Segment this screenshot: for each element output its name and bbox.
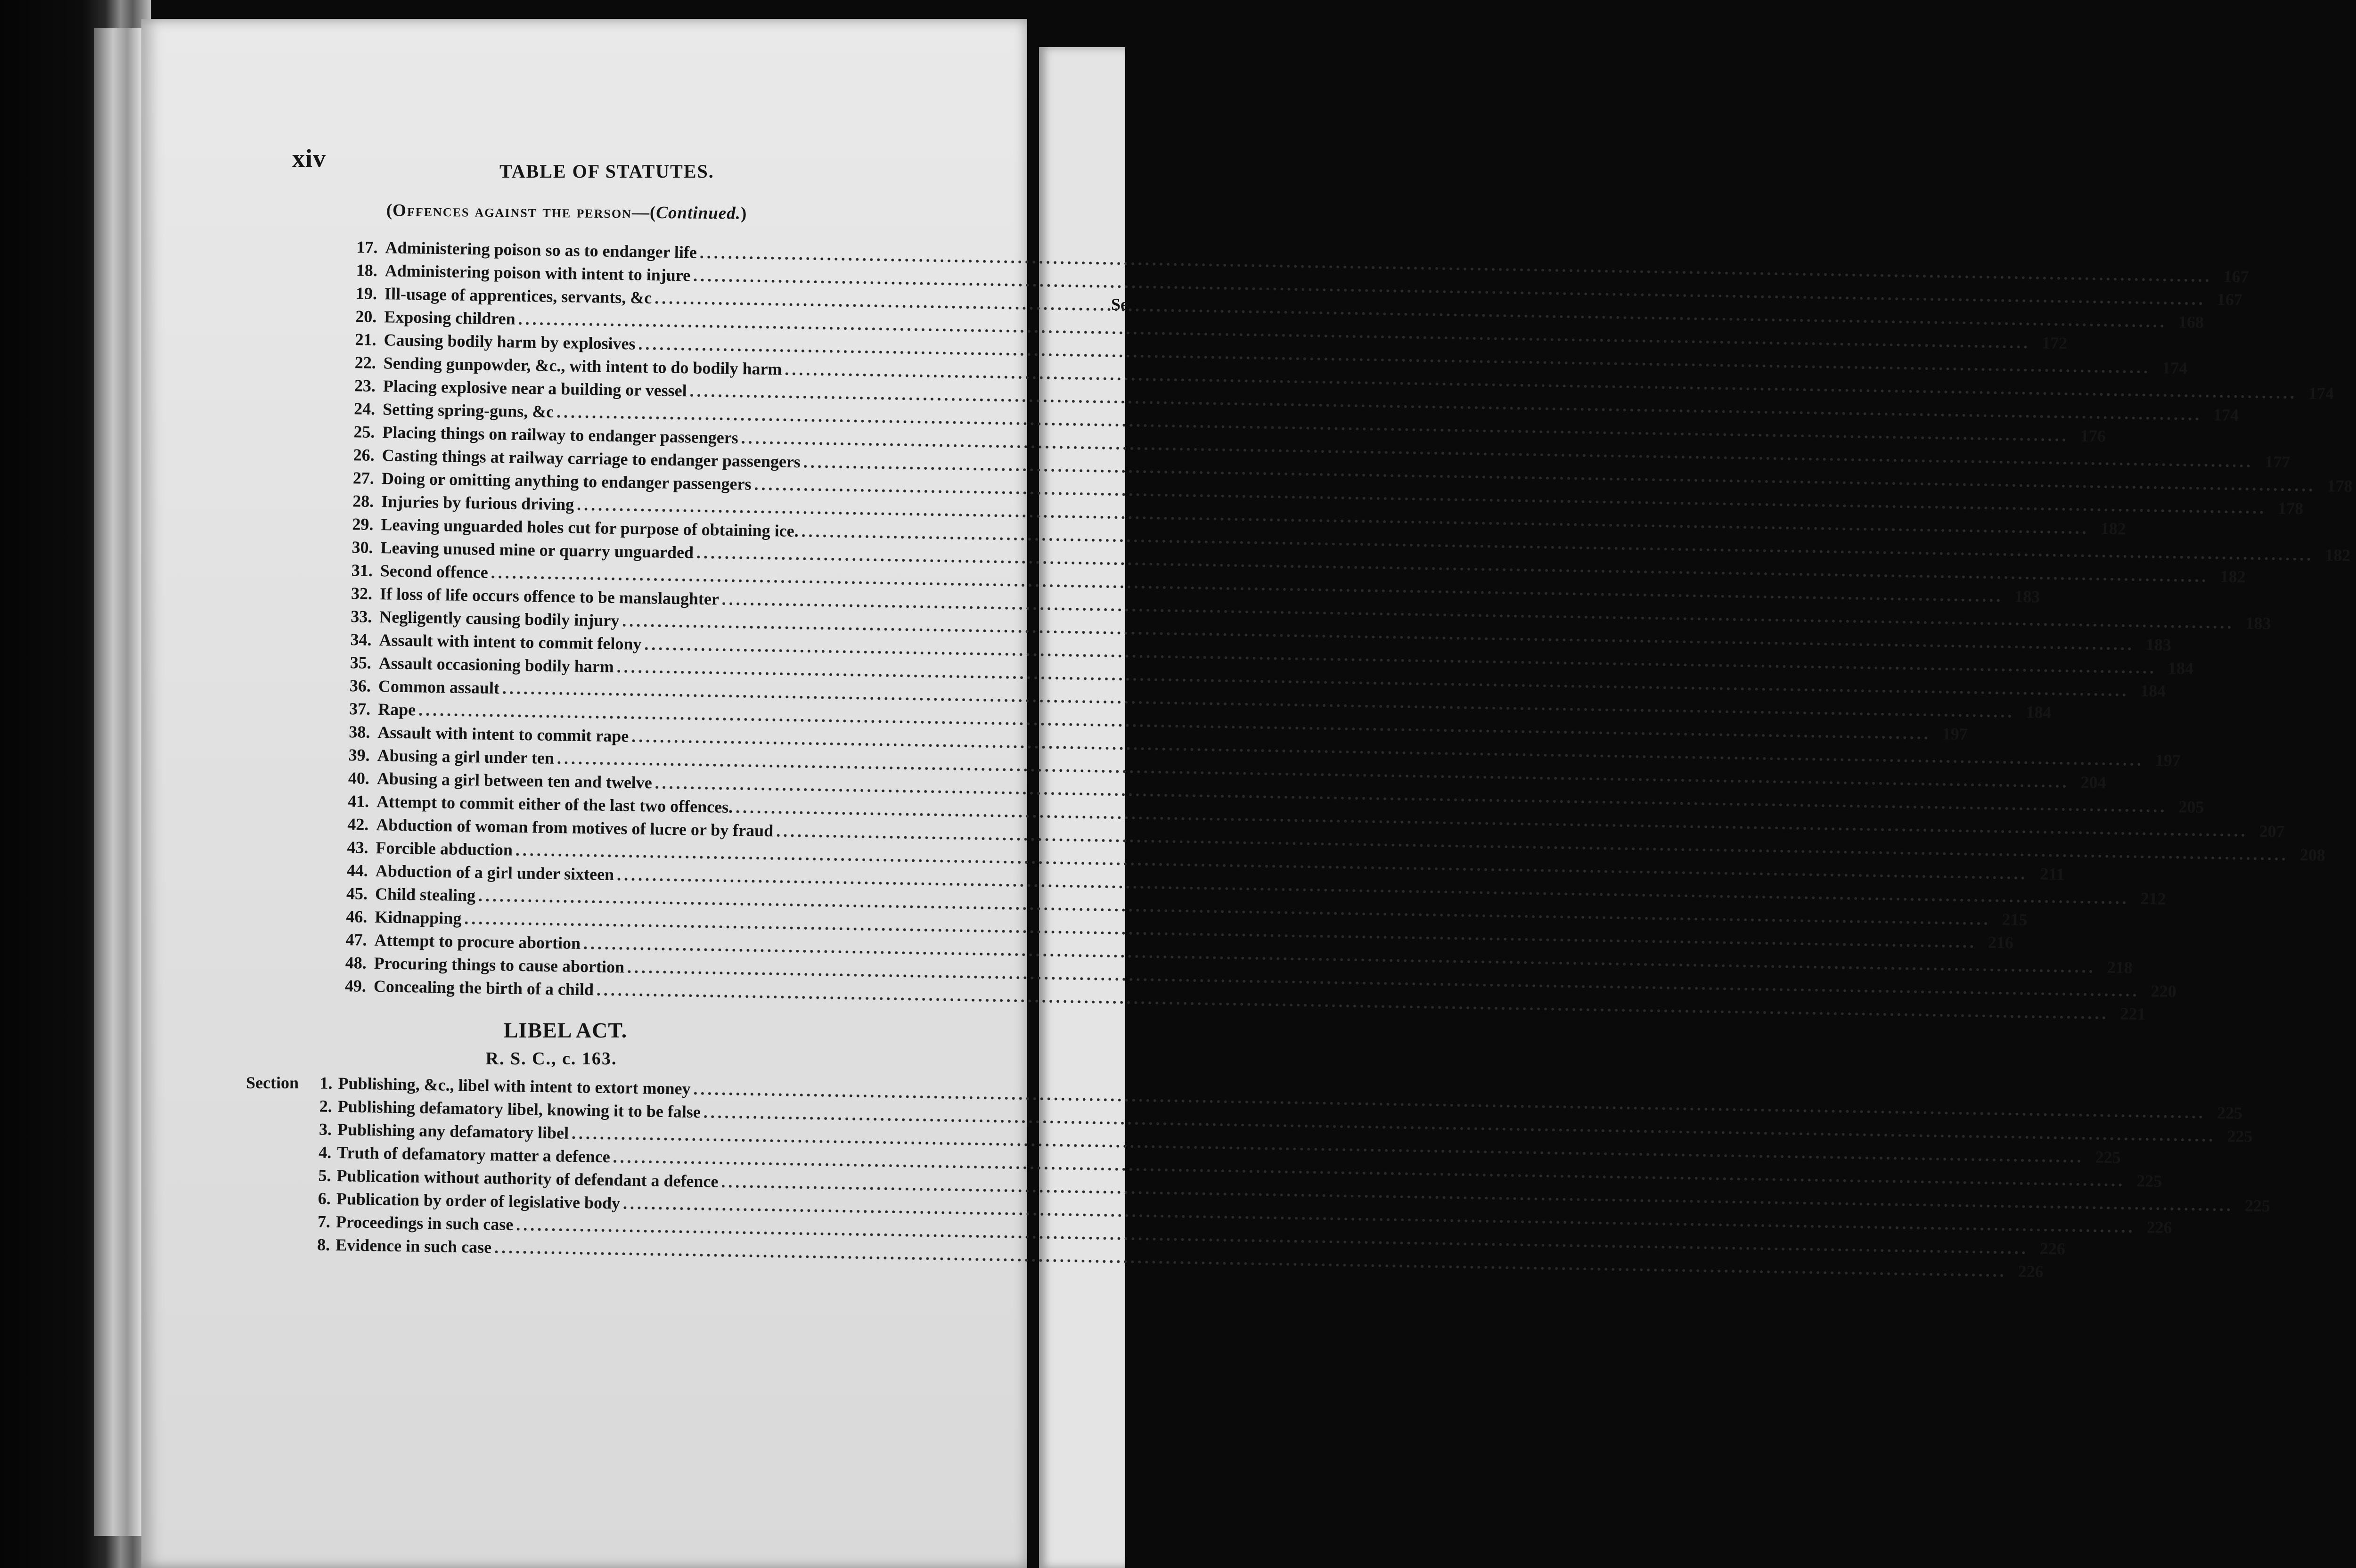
entry-number: 33. — [350, 607, 372, 626]
entry-page-number: 184 — [2168, 658, 2194, 678]
entry-number: 5. — [318, 1166, 331, 1185]
entry-number: 32. — [351, 584, 373, 603]
entry-page-number: 172 — [2041, 333, 2068, 353]
entry-title: Concealing the birth of a child — [373, 977, 594, 999]
entry-title: Negligently causing bodily injury — [379, 607, 620, 630]
entry-page-number: 225 — [2095, 1147, 2121, 1167]
entry-number: 7. — [317, 1212, 331, 1231]
entry-title: Assault occasioning bodily harm — [378, 653, 614, 676]
entry-number: 49. — [344, 976, 367, 996]
entry-number: 42. — [347, 815, 369, 834]
page-number: xiv — [292, 144, 327, 172]
entry-page-number: 226 — [2018, 1262, 2044, 1281]
subheading-smallcaps: Offences against the person — [392, 201, 632, 222]
entry-title: Placing things on railway to endanger passengers — [382, 423, 739, 448]
section-prefix: Section — [246, 1073, 299, 1092]
entry-number: 31. — [351, 561, 373, 580]
entry-number: 43. — [347, 838, 368, 857]
entry-page-number: 184 — [2140, 681, 2166, 701]
entry-page-number: 197 — [2155, 751, 2181, 770]
entry-title: Kidnapping — [374, 907, 462, 928]
entry-number: 19. — [355, 284, 377, 303]
entry-number: 46. — [345, 907, 368, 926]
entry-page-number: 204 — [2080, 772, 2106, 792]
entry-title: Leaving unguarded holes cut for purpose of obtaining ice. — [381, 515, 799, 541]
entry-title: Child stealing — [375, 884, 476, 905]
entry-page-number: 174 — [2308, 384, 2334, 403]
entry-title: Doing or omitting anything to endanger passengers — [381, 469, 752, 494]
entry-number: 25. — [353, 422, 375, 441]
entry-title: Attempt to procure abortion — [374, 931, 581, 953]
subheading-open: ( — [386, 200, 393, 220]
entry-page-number: 216 — [1988, 932, 2014, 952]
entry-page-number: 225 — [2227, 1127, 2253, 1146]
entry-page-number: 226 — [2146, 1217, 2172, 1237]
entry-title: Proceedings in such case — [335, 1212, 514, 1234]
entry-page-number: 184 — [2026, 702, 2052, 722]
entry-title: Truth of defamatory matter a defence — [336, 1143, 611, 1167]
entry-number: 28. — [352, 491, 374, 511]
entry-number: 36. — [349, 676, 371, 695]
entry-title: Assault with intent to commit felony — [379, 630, 642, 653]
entry-page-number: 225 — [2136, 1171, 2162, 1191]
entry-page-number: 176 — [2080, 426, 2106, 446]
entry-title: Exposing children — [384, 307, 516, 328]
entry-number: 37. — [349, 699, 371, 719]
entry-number: 35. — [350, 653, 372, 672]
entry-page-number: 182 — [2220, 567, 2246, 587]
entry-title: Procuring things to cause abortion — [374, 954, 625, 977]
entry-title: Placing explosive near a building or vessel — [383, 376, 687, 400]
entry-page-number: 183 — [2014, 587, 2040, 606]
entry-title: Rape — [377, 700, 416, 719]
entry-page-number: 178 — [2327, 476, 2353, 496]
entry-number: 38. — [349, 722, 370, 742]
entry-title: Publishing, &c., libel with intent to extort money — [338, 1074, 691, 1098]
entry-page-number: 174 — [2213, 405, 2239, 425]
entry-number: 18. — [356, 261, 378, 280]
entry-page-number: 225 — [2244, 1196, 2271, 1216]
entry-number: 21. — [355, 330, 376, 349]
entry-number: 24. — [353, 399, 376, 418]
entry-number: 48. — [345, 953, 367, 972]
entry-number: 23. — [354, 376, 376, 395]
entry-title: Common assault — [378, 677, 500, 698]
entry-page-number: 226 — [2039, 1239, 2066, 1258]
entry-page-number: 225 — [2217, 1103, 2243, 1123]
facing-page-fragment: Se — [1111, 295, 1128, 314]
entry-title: Evidence in such case — [335, 1235, 492, 1257]
entry-number: 22. — [354, 353, 376, 372]
entry-title: Setting spring-guns, &c — [382, 400, 554, 421]
subheading-continued: Continued. — [656, 203, 741, 223]
entry-page-number: 205 — [2178, 797, 2204, 817]
entry-number: 41. — [347, 792, 369, 811]
entry-title: Attempt to commit either of the last two offences. — [376, 792, 733, 817]
section-subheading — [386, 200, 881, 225]
entry-number: 8. — [317, 1235, 330, 1254]
entry-title: Sending gunpowder, &c., with intent to do bodily harm — [383, 353, 782, 379]
entry-title: Administering poison with intent to injure — [384, 261, 691, 285]
entry-number: 20. — [355, 307, 377, 326]
entry-number: 17. — [356, 237, 378, 257]
entry-page-number: 211 — [2040, 864, 2065, 884]
entry-number: 27. — [352, 468, 375, 488]
entry-page-number: 182 — [2324, 545, 2351, 565]
entry-number: 4. — [318, 1143, 332, 1162]
entry-title: Publishing defamatory libel, knowing it to be false — [337, 1097, 701, 1122]
entry-page-number: 183 — [2145, 635, 2172, 654]
subheading-dash: —( — [631, 203, 656, 222]
entry-page-number: 215 — [2002, 910, 2028, 930]
entry-page-number: 177 — [2265, 452, 2291, 472]
entry-page-number: 168 — [2178, 312, 2204, 332]
entry-title: Abduction of a girl under sixteen — [375, 861, 614, 884]
entry-page-number: 207 — [2259, 821, 2285, 841]
entry-title: Forcible abduction — [376, 838, 513, 859]
entry-number: 6. — [318, 1189, 331, 1208]
entry-page-number: 208 — [2299, 845, 2326, 865]
entry-number: 3. — [319, 1119, 332, 1139]
entry-number: 29. — [352, 514, 374, 534]
offences-contents-list — [337, 236, 2353, 1024]
entry-title: Second offence — [380, 561, 489, 582]
entry-number: 45. — [346, 884, 368, 903]
libel-act-citation: R. S. C., c. 163. — [485, 1049, 617, 1069]
entry-number: 1. — [319, 1073, 333, 1093]
entry-title: Publishing any defamatory libel — [337, 1120, 569, 1143]
entry-page-number: 220 — [2151, 981, 2176, 1001]
entry-number: 2. — [319, 1096, 333, 1116]
entry-page-number: 174 — [2161, 358, 2188, 378]
entry-number: 44. — [346, 861, 368, 880]
entry-number: 39. — [348, 745, 370, 765]
entry-page-number: 167 — [2217, 290, 2243, 310]
running-title: TABLE OF STATUTES. — [499, 161, 714, 182]
entry-title: Abusing a girl under ten — [377, 746, 555, 768]
entry-number: 30. — [352, 538, 373, 557]
entry-number: 26. — [353, 445, 375, 465]
entry-page-number: 182 — [2100, 519, 2127, 539]
libel-contents-list — [303, 1071, 2271, 1281]
entry-title: Abduction of woman from motives of lucre or by fraud — [376, 815, 774, 841]
entry-title: Casting things at railway carriage to endanger passengers — [382, 446, 801, 472]
entry-number: 40. — [348, 768, 370, 788]
entry-page-number: 212 — [2140, 889, 2167, 908]
entry-title: Leaving unused mine or quarry unguarded — [380, 538, 694, 562]
entry-title: Assault with intent to commit rape — [377, 723, 629, 746]
entry-title: Causing bodily harm by explosives — [384, 330, 636, 353]
page-edge-strip — [94, 28, 141, 1536]
subheading-close: ) — [740, 204, 747, 223]
entry-title: If loss of life occurs offence to be manslaughter — [379, 584, 720, 609]
entry-page-number: 167 — [2223, 267, 2249, 286]
entry-title: Injuries by furious driving — [381, 492, 574, 514]
entry-title: Publication without authority of defendant a defence — [336, 1166, 719, 1191]
entry-page-number: 183 — [2245, 613, 2271, 633]
entry-page-number: 197 — [1942, 724, 1968, 744]
entry-title: Abusing a girl between ten and twelve — [376, 769, 653, 792]
entry-title: Administering poison so as to endanger life — [385, 238, 697, 262]
libel-act-title: LIBEL ACT. — [503, 1018, 628, 1042]
entry-page-number: 218 — [2107, 957, 2133, 977]
entry-number: 47. — [345, 930, 367, 949]
entry-page-number: 221 — [2120, 1004, 2146, 1024]
entry-page-number: 178 — [2277, 498, 2304, 518]
entry-title: Publication by order of legislative body — [336, 1189, 621, 1213]
entry-number: 34. — [350, 630, 372, 649]
entry-title: Ill-usage of apprentices, servants, &c — [384, 284, 652, 308]
